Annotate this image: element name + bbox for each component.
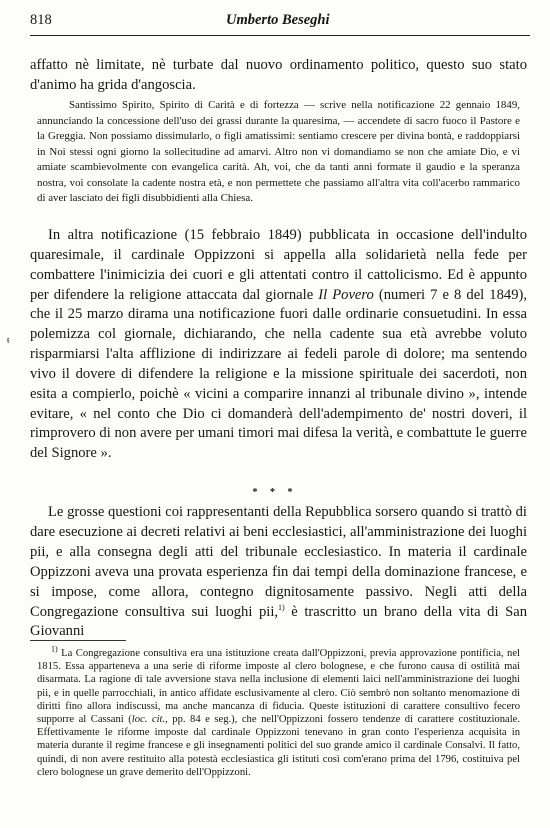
paragraph-text: Le grosse questioni coi rappresentanti della Repubblica sorsero quando si trattò di dare esecuzione ai decreti relativi ai beni ecclesiastici, all'amministrazione dei luoghi pii, e alla consegna degli atti del tribunale ecclesiastico. In materia il cardinale Oppizzoni aveva una provata esperienza fin dai tempi della dominazione francese, e si impose, come allora, contegno dignitosamente passivo. Negli atti della Congregazione consultiva sui luoghi pii, — [30, 504, 527, 620]
footnote-reference[interactable]: 1) — [278, 602, 285, 612]
footnote-citation: loc. cit. — [131, 714, 166, 726]
header-rule — [30, 35, 530, 36]
paragraph-text: è trascritto un brano della vita di San Giovanni — [30, 603, 527, 640]
margin-mark: ŧ — [7, 335, 10, 345]
footnote-text: La Congregazione consultiva era una istituzione creata dall'Oppizzoni, previa approvazione pontificia, nel 1815. Essa apparteneva a una serie di riforme imposte al clero bolognese, e che furono causa di ostilità mai disarmata. La ragione di tale avversione stava nella inclusione di elementi laici nell'amministrazione dei luoghi pii, e in quelle parrocchiali, in antico affidate esclusivamente al clero. Ciò sembrò non soltanto menomazione di diritti fino allora indiscussi, ma anche mancanza di fiducia. Queste istituzioni di carattere consultivo fecero supporre al Cassani ( — [37, 648, 520, 726]
paragraph-text: In altra notificazione (15 febbraio 1849) pubblicata in occasione dell'indulto quaresimale, il cardinale Oppizzoni si appella alla solidarietà nella fede per combattere l'inimicizia dei cuori e gli attentati contro il cattolicismo. Ed è appunto per difendere la religione attaccata dal giornale — [30, 227, 527, 303]
paragraph-notificazione — [30, 226, 527, 464]
footnote-rule — [30, 640, 126, 641]
footnote-marker: 1) — [51, 644, 58, 654]
footnote — [37, 644, 520, 779]
paragraph-continuation: affatto nè limitate, nè turbate dal nuovo ordinamento politico, questo suo stato d'animo ha grida d'angoscia. — [30, 57, 527, 93]
journal-title: Il Povero — [318, 286, 374, 303]
section-separator: * * * — [252, 487, 298, 498]
running-head: Umberto Beseghi — [226, 12, 330, 28]
paragraph-text: (numeri 7 e 8 del 1849), che il 25 marzo dirama una notificazione fuori dalle ordinarie consuetudini. In essa polemizza col giornale, dichiarando, che nella cadente sua età avrebbe voluto risparmiarsi l'alta afflizione di indirizzare ai fedeli parole di dolore; ma sentendo vivo il dovere di difendere la religione e la missione spirituale dei sacerdoti, non esita a compierlo, poichè « vicini a comparire innanzi al tribunale divino », intende evitare, « nel conto che Dio ci domanderà dell'adempimento de' nostri doveri, il rimprovero di non avere per umani timori mai difesa la verità, e combattute le guerre del Signore ». — [30, 286, 527, 462]
page-number: 818 — [30, 12, 52, 28]
block-quote: Santissimo Spirito, Spirito di Carità e di fortezza — scrive nella notificazione 22 gennaio 1849, annunciando la concessione dell'uso dei grassi durante la quaresima, — accendete di sacro fuoco il Pastore e la Greggia. Non possiamo dissimularlo, o figli amatissimi: sentiamo crescere per divina bontà, e raddoppiarsi in Noi stessi ogni giorno la sollecitudine ad amarvi. Altro non vi domandiamo se non che amiate Dio, e vi amiate scambievolmente con evangelica carità. Ah, voi, che da tanti anni formate il gaudio e la speranza nostra, voi consolate la cadente nostra età, e non permettete che passiamo all'altra vita coll'acerbo rammarico di aver lasciato dei figli disubbidienti alla Chiesa. — [37, 99, 520, 204]
footnote-text: , pp. 84 e seg.), che nell'Oppizzoni fossero tendenze di carattere costituzionale. Effettivamente le riforme imposte dal cardinale Oppizzoni tenevano in gran conto l'esperienza acquisita in materia durante il regime francese e gli insegnamenti politici del suo grande amico il cardinale Consalvi. Il fatto, quindi, di non avere restituito alla potestà ecclesiastica gli istituti così com'erano prima del 1796, costituiva pel clero bolognese un grave demerito dell'Oppizzoni. — [37, 714, 520, 778]
page-header — [30, 12, 530, 42]
paragraph-repubblica — [30, 503, 527, 642]
